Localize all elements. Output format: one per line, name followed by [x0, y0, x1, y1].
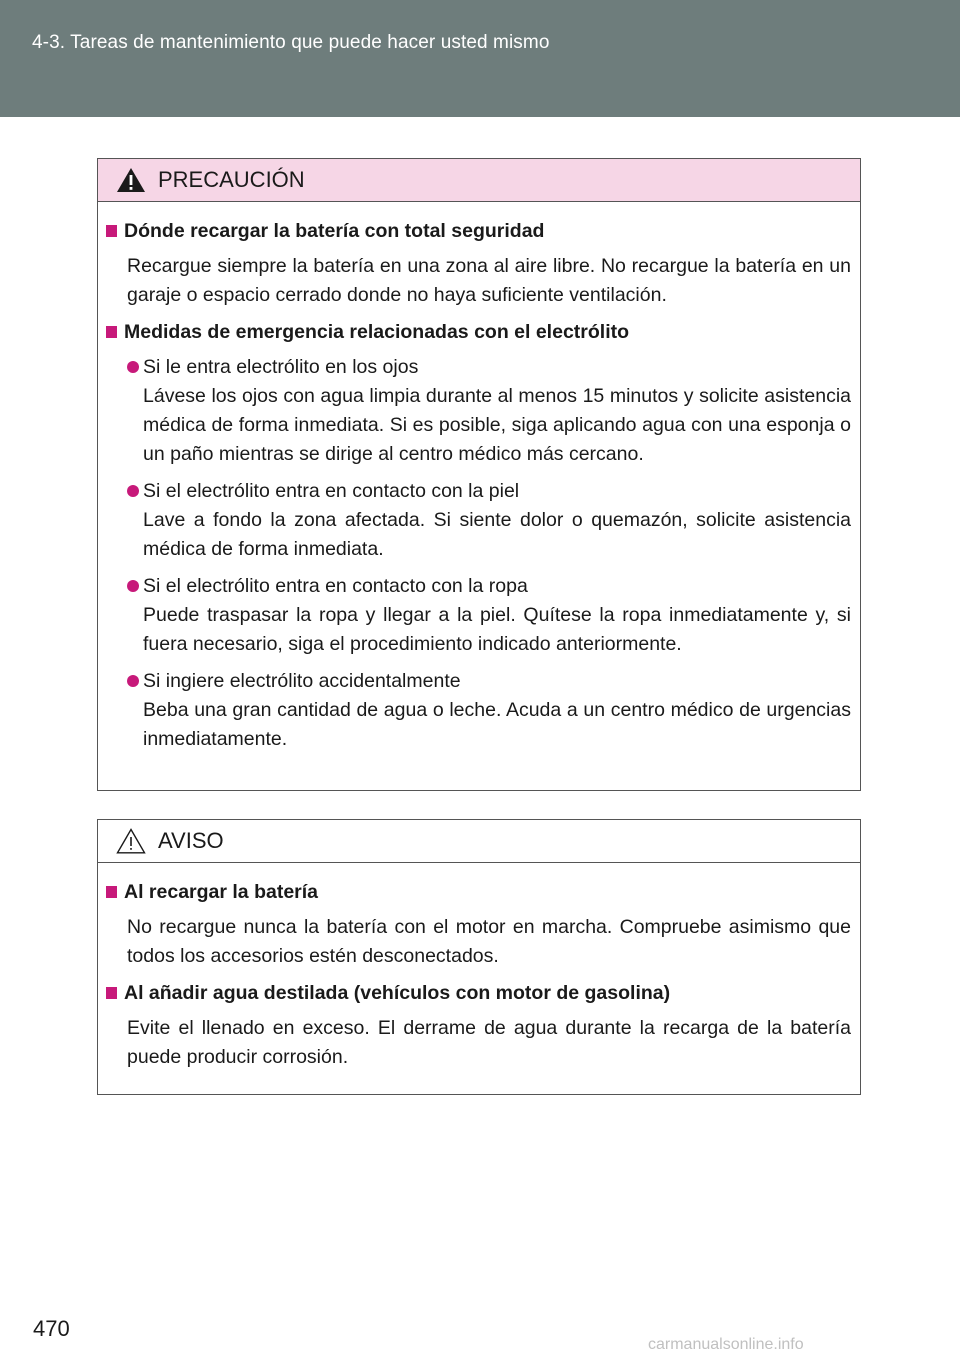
- notice-header: [98, 820, 860, 863]
- page-number: 470: [33, 1316, 70, 1341]
- warning-triangle-outline-icon: [116, 828, 146, 854]
- caution-body: [98, 202, 860, 754]
- caution-box: [97, 158, 861, 791]
- list-item: [106, 477, 851, 564]
- bullet-text: Beba una gran cantidad de agua o leche. Acuda a un centro médico de urgencias inmediatamente.: [143, 699, 851, 750]
- notice-box: [97, 819, 861, 1095]
- warning-triangle-filled-icon: [116, 167, 146, 193]
- notice-paragraph-2: Evite el llenado en exceso. El derrame de agua durante la recarga de la batería puede producir corrosión.: [127, 1017, 851, 1068]
- caution-heading-2: Medidas de emergencia relacionadas con el electrólito: [106, 318, 851, 347]
- notice-heading-1: Al recargar la batería: [106, 878, 851, 907]
- notice-body: [98, 863, 860, 1072]
- notice-heading-2: Al añadir agua destilada (vehículos con motor de gasolina): [106, 979, 851, 1008]
- bullet-title: Si ingiere electrólito accidentalmente: [143, 670, 461, 692]
- list-item: [106, 572, 851, 659]
- caution-header: [98, 159, 860, 202]
- bullet-text: Puede traspasar la ropa y llegar a la piel. Quítese la ropa inmediatamente y, si fuera necesario, siga el procedimiento indicado anteriormente.: [143, 604, 851, 655]
- section-title: 4-3. Tareas de mantenimiento que puede hacer usted mismo: [32, 32, 550, 53]
- bullet-text: Lave a fondo la zona afectada. Si siente dolor o quemazón, solicite asistencia médica de forma inmediata.: [143, 509, 851, 560]
- caution-heading-1: Dónde recargar la batería con total seguridad: [106, 217, 851, 246]
- bullet-text: Lávese los ojos con agua limpia durante al menos 15 minutos y solicite asistencia médica de forma inmediata. Si es posible, siga aplicando agua con una esponja o un paño mientras se dirige al centro médico más cercano.: [143, 385, 851, 465]
- caution-label: PRECAUCIÓN: [158, 167, 305, 192]
- bullet-title: Si el electrólito entra en contacto con la ropa: [143, 575, 528, 597]
- caution-paragraph-1: Recargue siempre la batería en una zona al aire libre. No recargue la batería en un garaje o espacio cerrado donde no haya suficiente ventilación.: [127, 255, 851, 306]
- bullet-title: Si el electrólito entra en contacto con la piel: [143, 480, 520, 502]
- watermark: carmanualsonline.info: [648, 1336, 804, 1353]
- page-header: [0, 0, 960, 117]
- notice-paragraph-1: No recargue nunca la batería con el motor en marcha. Compruebe asimismo que todos los accesorios estén desconectados.: [127, 916, 851, 967]
- notice-label: AVISO: [158, 828, 224, 853]
- list-item: [106, 353, 851, 469]
- bullet-title: Si le entra electrólito en los ojos: [143, 356, 419, 378]
- list-item: [106, 667, 851, 754]
